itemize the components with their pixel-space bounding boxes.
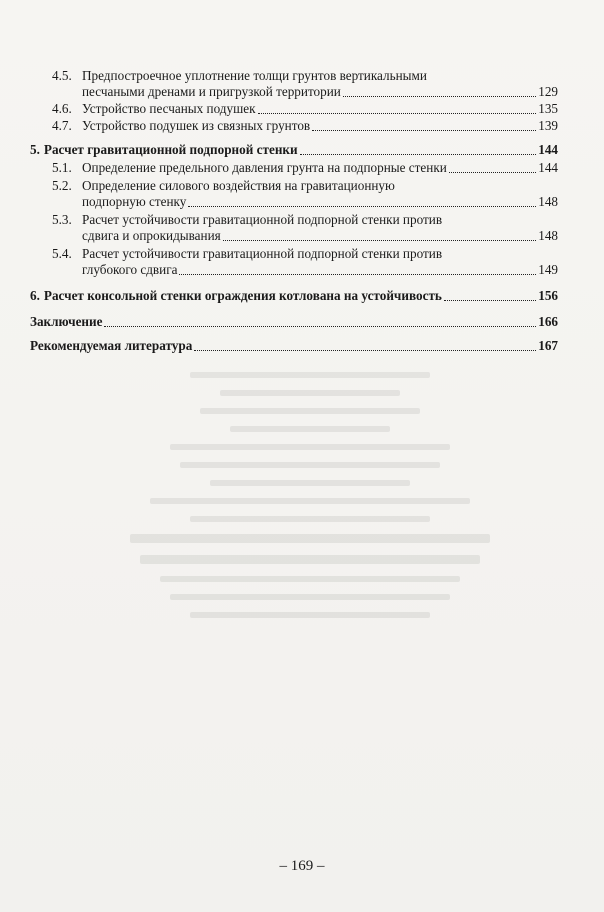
leader-dots xyxy=(104,325,536,327)
leader-dots xyxy=(223,239,536,241)
entry-title-line1: Определение силового воздействия на гравитационную xyxy=(82,178,395,193)
entry-title-line2: подпорную стенку xyxy=(82,194,187,209)
entry-title-line1: Предпостроечное уплотнение толщи грунтов вертикальными xyxy=(82,68,427,83)
toc-entry-5-3[interactable] xyxy=(30,212,558,244)
toc-entry-literature[interactable] xyxy=(30,338,558,354)
toc-entry-conclusion[interactable] xyxy=(30,314,558,330)
entry-title-line1: Расчет устойчивости гравитационной подпорной стенки против xyxy=(82,246,443,261)
page-number: – 169 – xyxy=(279,858,325,874)
entry-number: 4.6. xyxy=(52,101,72,116)
entry-page: 167 xyxy=(538,338,558,353)
toc-entry-5-1[interactable] xyxy=(30,160,558,176)
entry-number: 4.5. xyxy=(52,68,72,83)
leader-dots xyxy=(179,273,536,275)
toc-entry-4-6[interactable] xyxy=(30,101,558,117)
entry-title: Заключение xyxy=(30,314,103,329)
entry-title-line2: сдвига и опрокидывания xyxy=(82,228,221,243)
toc-entry-4-7[interactable] xyxy=(30,118,558,134)
entry-page: 129 xyxy=(538,84,558,99)
entry-title: Определение предельного давления грунта на подпорные стенки xyxy=(82,160,447,175)
entry-title: Устройство подушек из связных грунтов xyxy=(82,118,311,133)
toc-entry-5-2[interactable] xyxy=(30,178,558,210)
leader-dots xyxy=(312,129,536,131)
entry-number: 5.2. xyxy=(52,178,72,193)
entry-number: 5. xyxy=(30,142,40,157)
toc-entry-4-5[interactable] xyxy=(30,68,558,100)
entry-page: 144 xyxy=(538,160,558,175)
bleed-through-text xyxy=(110,360,510,880)
entry-page: 144 xyxy=(538,142,558,157)
entry-page: 148 xyxy=(538,194,558,209)
entry-page: 156 xyxy=(538,288,558,303)
leader-dots xyxy=(188,205,536,207)
leader-dots xyxy=(258,112,537,114)
entry-page: 149 xyxy=(538,262,558,277)
entry-page: 148 xyxy=(538,228,558,243)
entry-number: 6. xyxy=(30,288,40,303)
entry-title-line2: глубокого сдвига xyxy=(82,262,178,277)
entry-title: Устройство песчаных подушек xyxy=(82,101,256,116)
entry-page: 139 xyxy=(538,118,558,133)
toc-entry-5[interactable] xyxy=(30,142,558,158)
leader-dots xyxy=(343,95,536,97)
entry-page: 166 xyxy=(538,314,558,329)
entry-page: 135 xyxy=(538,101,558,116)
leader-dots xyxy=(194,349,536,351)
entry-number: 5.4. xyxy=(52,246,72,261)
leader-dots xyxy=(300,153,537,155)
entry-number: 4.7. xyxy=(52,118,72,133)
toc-entry-5-4[interactable] xyxy=(30,246,558,278)
entry-number: 5.1. xyxy=(52,160,72,175)
toc-entry-6[interactable] xyxy=(30,288,558,304)
entry-title: Рекомендуемая литература xyxy=(30,338,193,353)
entry-title: Расчет консольной стенки ограждения котлована на устойчивость xyxy=(43,288,442,303)
entry-title-line1: Расчет устойчивости гравитационной подпорной стенки против xyxy=(82,212,443,227)
entry-number: 5.3. xyxy=(52,212,72,227)
leader-dots xyxy=(444,299,536,301)
entry-title: Расчет гравитационной подпорной стенки xyxy=(43,142,298,157)
entry-title-line2: песчаными дренами и пригрузкой территории xyxy=(82,84,341,99)
leader-dots xyxy=(449,171,536,173)
